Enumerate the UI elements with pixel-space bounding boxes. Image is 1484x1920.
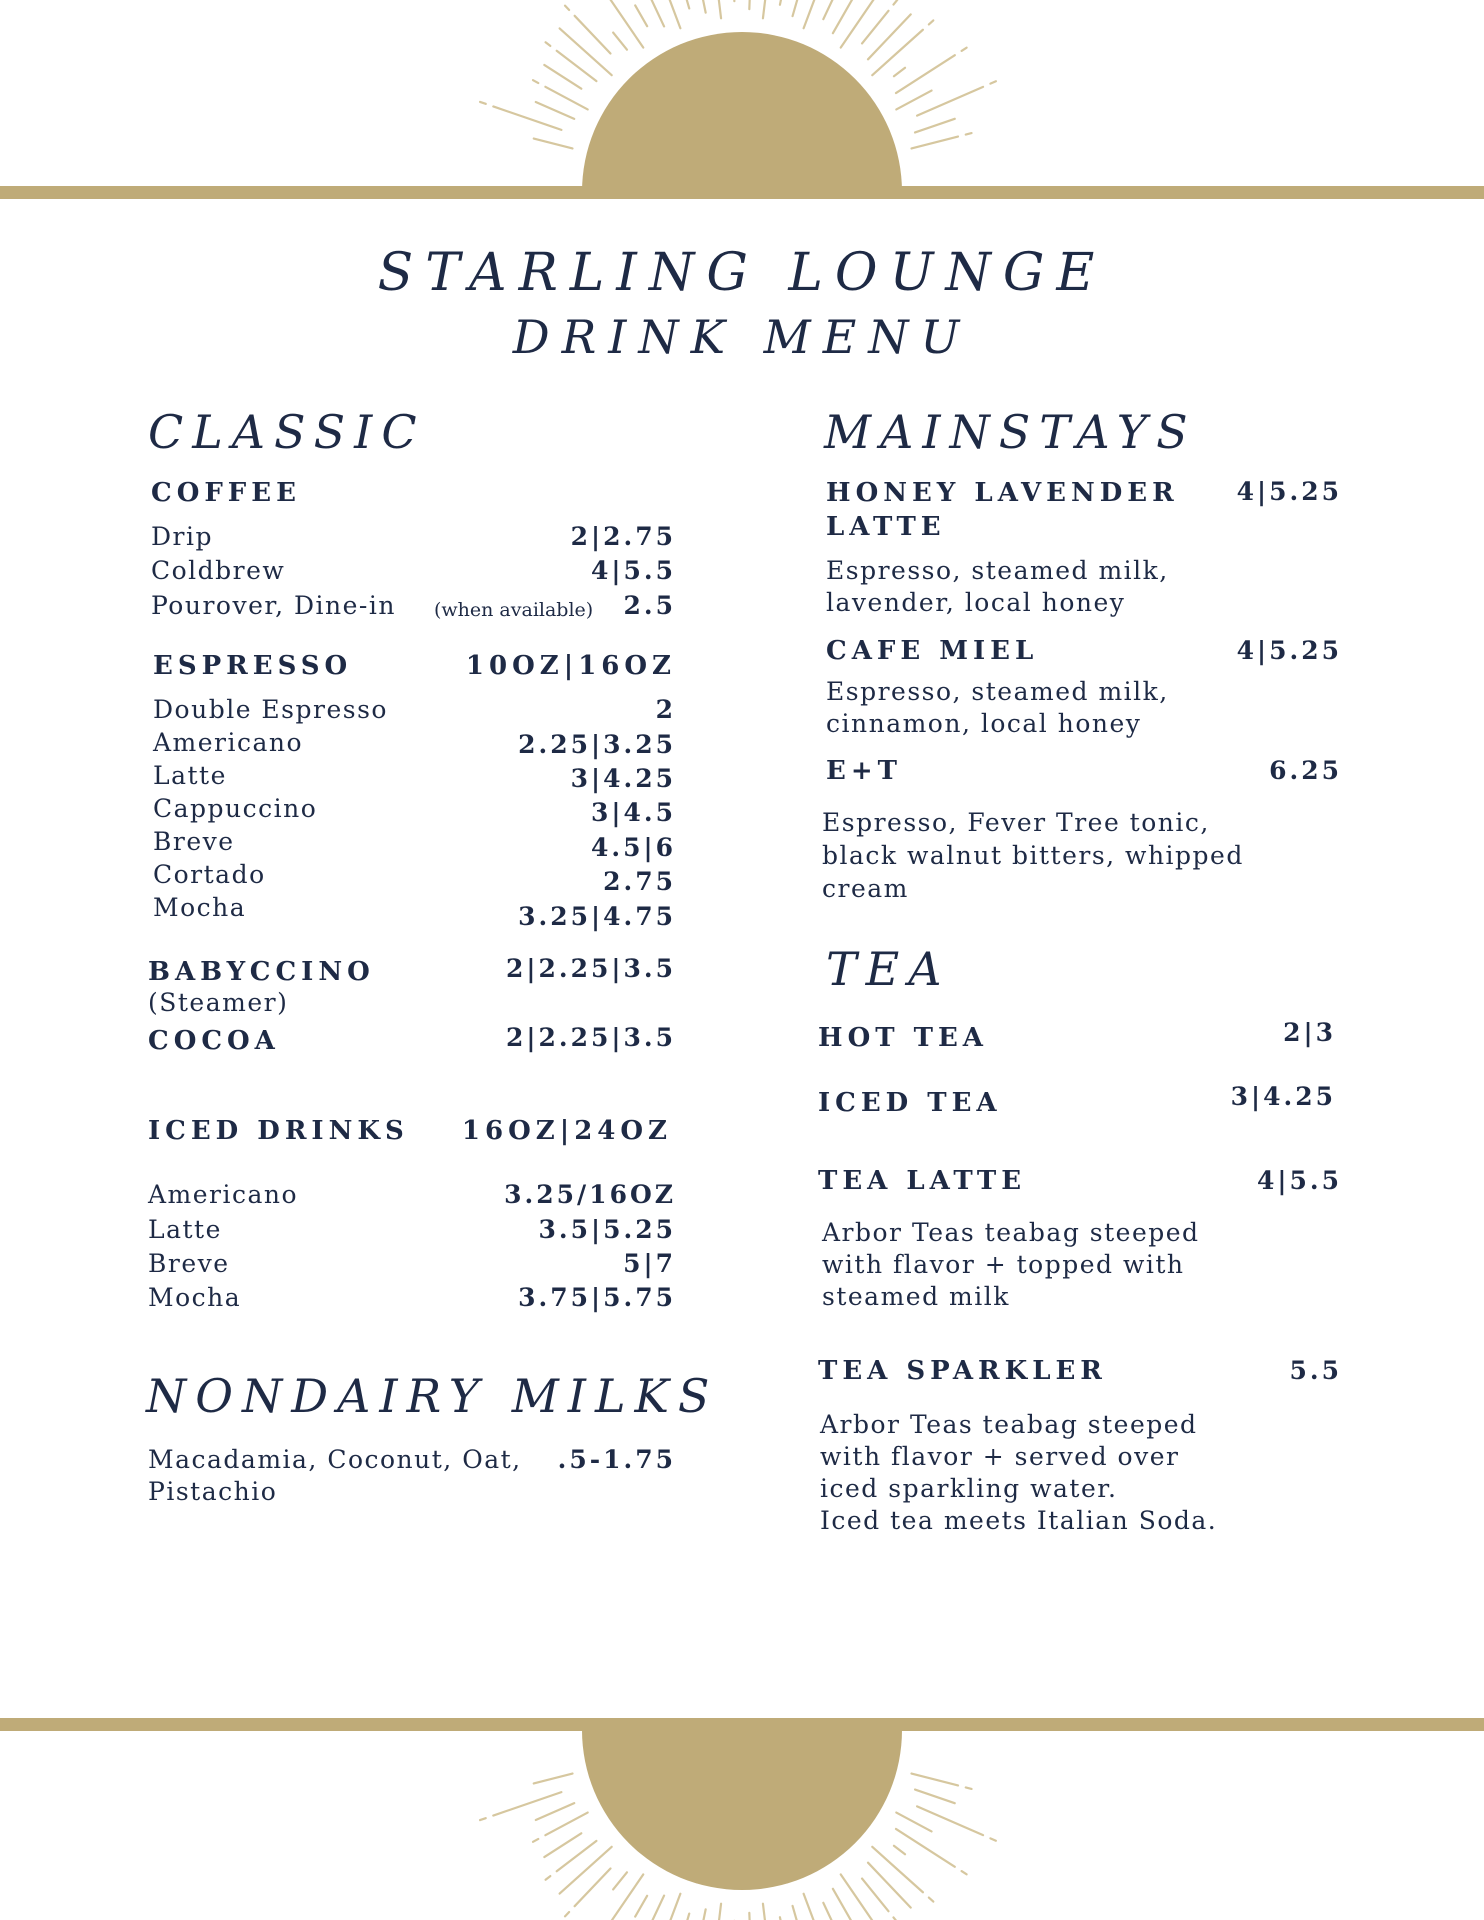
tea-desc: Arbor Teas teabag steeped: [822, 1218, 1200, 1247]
mainstay-name: HONEY LAVENDER: [826, 478, 1179, 508]
sun-ray-dash: [966, 1787, 972, 1788]
sun-ray: [536, 1803, 574, 1820]
menu-item-price: 3|4.25: [570, 764, 676, 793]
mainstay-desc: cinnamon, local honey: [826, 709, 1142, 738]
sun-ray: [793, 0, 802, 16]
sun-ray: [915, 1790, 955, 1804]
sun-ray-dash: [533, 1839, 538, 1842]
sun-ray-dash: [966, 133, 972, 134]
espresso-sizes: 10OZ|16OZ: [465, 651, 676, 681]
sun-ray: [896, 91, 931, 110]
sun-ray: [917, 87, 983, 116]
menu-item-name: Breve: [153, 827, 235, 856]
iced-drinks-sizes: 16OZ|24OZ: [461, 1116, 672, 1146]
menu-subtitle: DRINK MENU: [512, 310, 972, 364]
nondairy-price: .5-1.75: [557, 1445, 676, 1474]
section-heading-classic: CLASSIC: [148, 405, 426, 459]
menu-item-price: 3.5|5.25: [538, 1215, 676, 1244]
menu-item-price: 2|2.75: [570, 522, 676, 551]
mainstay-desc: lavender, local honey: [826, 588, 1126, 617]
mainstay-name: LATTE: [826, 512, 946, 542]
tea-name: ICED TEA: [818, 1088, 1002, 1118]
menu-item-price: 2: [655, 695, 676, 724]
sun-ray: [868, 1863, 911, 1908]
menu-item-name: Latte: [148, 1215, 222, 1244]
tea-desc: Arbor Teas teabag steeped: [820, 1410, 1198, 1439]
mainstay-price: 6.25: [1269, 756, 1342, 785]
mainstay-price: 4|5.25: [1236, 636, 1342, 665]
tea-desc: Iced tea meets Italian Soda.: [820, 1506, 1218, 1535]
menu-item-name: Mocha: [148, 1283, 242, 1312]
menu-item-price: 3.25|4.75: [518, 902, 676, 931]
sun-ray: [780, 0, 792, 5]
sun-ray: [912, 1774, 958, 1786]
tea-price: 4|5.5: [1257, 1166, 1342, 1195]
iced-drinks-heading: ICED DRINKS: [148, 1116, 409, 1146]
sun-ray: [763, 0, 767, 18]
tea-desc: with flavor + topped with: [822, 1250, 1185, 1279]
menu-item-price: 5|7: [623, 1249, 676, 1278]
sun-ray: [823, 0, 837, 19]
sun-ray-dash: [546, 1876, 551, 1880]
sun-ray-dash: [565, 6, 569, 10]
sun-ray: [749, 1913, 751, 1920]
sun-ray-dash: [962, 48, 967, 51]
menu-item-price: 2.25|3.25: [518, 730, 676, 759]
sun-ray: [544, 65, 581, 89]
menu-item-name: Breve: [148, 1249, 230, 1278]
sun-ray-dash: [893, 0, 897, 5]
tea-price: 2|3: [1283, 1018, 1336, 1047]
tea-desc: with flavor + served over: [820, 1442, 1180, 1471]
coffee-heading: COFFEE: [151, 478, 301, 508]
sun-ray: [560, 1847, 612, 1894]
sun-ray: [894, 1846, 905, 1854]
nondairy-line1: Macadamia, Coconut, Oat,: [148, 1445, 522, 1474]
mainstay-desc: black walnut bitters, whipped: [822, 841, 1244, 870]
menu-item-price: 3.75|5.75: [518, 1283, 676, 1312]
sun-ray: [862, 1879, 888, 1912]
tea-price: 5.5: [1289, 1356, 1342, 1385]
sun-ray: [841, 0, 875, 48]
sun-ray: [912, 137, 958, 149]
sun-ray: [714, 1904, 721, 1920]
sun-ray: [695, 1909, 705, 1920]
babyccino-price: 2|2.25|3.5: [506, 954, 676, 983]
tea-price: 3|4.25: [1230, 1082, 1336, 1111]
sun-ray: [749, 0, 751, 9]
section-heading-nondairy: NONDAIRY MILKS: [146, 1369, 719, 1423]
sun-ray: [896, 1813, 931, 1832]
mainstay-desc: cream: [822, 874, 909, 903]
sun-ray: [544, 1833, 581, 1857]
sun-ray: [872, 1847, 923, 1892]
sun-ray: [763, 1904, 767, 1920]
menu-item-price: 4.5|6: [591, 833, 676, 862]
sun-ray: [732, 0, 734, 1]
sun-ray: [613, 33, 627, 50]
sun-ray: [545, 1813, 587, 1836]
sun-ray: [915, 119, 955, 133]
menu-item-price: 4|5.5: [591, 556, 676, 585]
menu-item-price: 2.5: [623, 591, 676, 620]
tea-name: TEA SPARKLER: [818, 1356, 1107, 1386]
sun-ray: [714, 0, 721, 18]
sun-ray: [663, 1894, 681, 1920]
menu-item-name: Mocha: [153, 893, 247, 922]
tea-name: HOT TEA: [818, 1023, 988, 1053]
sun-ray: [635, 1896, 647, 1917]
menu-item-name: Cortado: [153, 860, 266, 889]
tea-desc: steamed milk: [822, 1282, 1010, 1311]
espresso-heading: ESPRESSO: [153, 651, 353, 681]
section-heading-mainstays: MAINSTAYS: [824, 405, 1197, 459]
sun-ray: [896, 55, 955, 93]
sun-ray: [663, 0, 681, 28]
sun-ray: [823, 1903, 837, 1920]
sun-ray: [894, 68, 905, 76]
sun-ray-dash: [480, 1818, 486, 1820]
menu-item-price: 2.75: [603, 867, 676, 896]
sun-ray: [635, 5, 647, 26]
mainstay-price: 4|5.25: [1236, 477, 1342, 506]
tea-name: TEA LATTE: [818, 1166, 1027, 1196]
babyccino-note: (Steamer): [148, 988, 289, 1017]
sun-ray: [680, 0, 689, 8]
mainstay-desc: Espresso, Fever Tree tonic,: [822, 808, 1210, 837]
mainstay-desc: Espresso, steamed milk,: [826, 556, 1169, 585]
sun-ray-dash: [962, 1871, 967, 1874]
sun-ray-dash: [929, 20, 933, 24]
sun-ray: [833, 1889, 853, 1920]
sun-ray: [872, 30, 923, 75]
menu-item-name: Double Espresso: [153, 695, 388, 724]
sun-ray-dash: [480, 102, 486, 104]
babyccino-heading: BABYCCINO: [148, 957, 375, 987]
nondairy-line2: Pistachio: [148, 1477, 278, 1506]
sun-ray-dash: [990, 1838, 995, 1840]
sun-ray: [630, 0, 664, 26]
menu-item-price: 3.25/16OZ: [504, 1180, 676, 1209]
sun-ray: [695, 0, 705, 13]
sun-ray-dash: [546, 42, 551, 46]
sun-ray-dash: [565, 1912, 569, 1916]
sun-ray-dash: [533, 80, 538, 83]
sun-ray: [896, 1829, 955, 1867]
menu-item-name: Americano: [153, 728, 304, 757]
mainstay-name: E+T: [826, 756, 902, 786]
cocoa-heading: COCOA: [148, 1026, 280, 1056]
menu-item-note: (when available): [434, 599, 594, 621]
sunburst-top-icon: [0, 0, 1484, 210]
section-heading-tea: TEA: [826, 942, 951, 996]
menu-item-name: Pourover, Dine-in: [151, 591, 396, 620]
tea-desc: iced sparkling water.: [820, 1474, 1118, 1503]
sun-ray: [560, 28, 612, 75]
sun-ray: [793, 1906, 802, 1920]
sun-ray: [545, 87, 587, 110]
cocoa-price: 2|2.25|3.5: [506, 1023, 676, 1052]
sun-ray: [833, 0, 853, 33]
sun-ray: [862, 11, 888, 44]
menu-item-name: Americano: [148, 1180, 299, 1209]
sun-ray-dash: [929, 1898, 933, 1902]
sun-ray: [536, 102, 574, 119]
menu-item-price: 3|4.5: [591, 798, 676, 827]
mainstay-name: CAFE MIEL: [826, 636, 1039, 666]
sun-ray: [534, 139, 573, 149]
sun-ray: [868, 14, 911, 59]
sun-ray: [917, 1806, 983, 1835]
sunburst-bottom-icon: [0, 1710, 1484, 1920]
menu-item-name: Coldbrew: [151, 556, 286, 585]
menu-item-name: Drip: [151, 522, 213, 551]
menu-title: STARLING LOUNGE: [377, 243, 1107, 303]
menu-item-name: Cappuccino: [153, 794, 318, 823]
sun-ray: [534, 1774, 573, 1784]
menu-item-name: Latte: [153, 761, 227, 790]
sun-ray: [613, 1872, 627, 1889]
sun-ray-dash: [990, 81, 995, 83]
mainstay-desc: Espresso, steamed milk,: [826, 677, 1169, 706]
sun-ray: [680, 1914, 689, 1920]
